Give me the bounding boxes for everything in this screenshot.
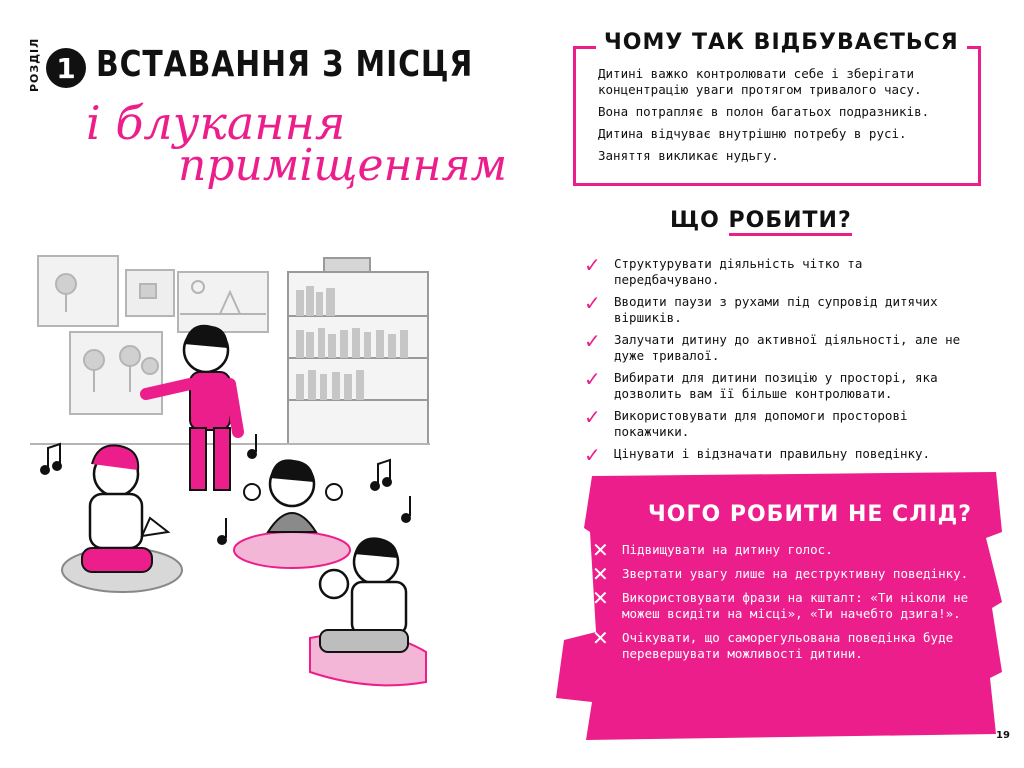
dont-item — [592, 626, 972, 662]
child-with-triangle — [62, 445, 182, 592]
todo-item — [584, 405, 974, 440]
dont-item-text: Підвищувати на дитину голос. — [622, 542, 833, 557]
todo-list — [584, 253, 974, 468]
check-icon: ✓ — [584, 367, 601, 391]
why-item: Дитині важко контролювати себе і зберігати концентрацію уваги протягом тривалого часу. — [598, 66, 922, 97]
page-subtitle-line-1: і блукання — [86, 96, 346, 150]
why-list — [598, 66, 968, 170]
page-number: 19 — [996, 730, 1010, 741]
classroom-illustration — [30, 232, 460, 712]
why-item: Дитина відчуває внутрішню потребу в русі. — [598, 126, 907, 141]
todo-item-text: Цінувати і відзначати правильну поведінку. — [614, 446, 931, 461]
dont-item — [592, 538, 972, 562]
check-icon: ✓ — [584, 405, 601, 429]
dont-item — [592, 586, 972, 622]
cross-icon: ✕ — [592, 586, 609, 610]
todo-title-highlight: РОБИТИ? — [729, 208, 852, 236]
why-item: Вона потрапляє в полон багатьох подразників. — [598, 104, 930, 119]
why-item: Заняття викликає нудьгу. — [598, 148, 779, 163]
check-icon: ✓ — [584, 291, 601, 315]
dont-item — [592, 562, 972, 586]
cross-icon: ✕ — [592, 562, 609, 586]
check-icon: ✓ — [584, 253, 601, 277]
todo-item-text: Вводити паузи з рухами під супровід дитячих віршиків. — [614, 294, 938, 325]
chapter-label: РОЗДІЛ — [28, 37, 41, 92]
todo-item-text: Використовувати для допомоги просторові покажчики. — [614, 408, 908, 439]
bookshelf — [288, 258, 428, 444]
todo-item-text: Залучати дитину до активної діяльності, але не дуже тривалої. — [614, 332, 961, 363]
chapter-number-badge: 1 — [46, 48, 86, 88]
dont-item-text: Очікувати, що саморегульована поведінка буде перевершувати можливості дитини. — [622, 630, 954, 661]
dont-list — [592, 538, 972, 670]
todo-title-prefix: ЩО — [670, 208, 729, 233]
dont-item-text: Використовувати фрази на кшталт: «Ти ніколи не можеш всидіти на місці», «Ти начебто дзига!». — [622, 590, 969, 621]
todo-item — [584, 443, 974, 467]
dont-item-text: Звертати увагу лише на деструктивну поведінку. — [622, 566, 969, 581]
todo-item — [584, 329, 974, 364]
page-title: ВСТАВАННЯ З МІСЦЯ — [96, 44, 474, 85]
cross-icon: ✕ — [592, 626, 609, 650]
todo-item — [584, 253, 974, 288]
todo-item-text: Структурувати діяльність чітко та передбачувано. — [614, 256, 863, 287]
check-icon: ✓ — [584, 443, 601, 467]
girl-with-maracas — [234, 459, 350, 568]
page-subtitle-line-2: приміщенням — [178, 140, 508, 191]
check-icon: ✓ — [584, 329, 601, 353]
todo-item — [584, 291, 974, 326]
cross-icon: ✕ — [592, 538, 609, 562]
todo-item-text: Вибирати для дитини позицію у просторі, яка дозволить вам її більше контролювати. — [614, 370, 938, 401]
dont-section-title: ЧОГО РОБИТИ НЕ СЛІД? — [648, 502, 973, 527]
why-section-title: ЧОМУ ТАК ВІДБУВАЄТЬСЯ — [596, 30, 967, 55]
todo-section-title — [670, 208, 852, 233]
todo-item — [584, 367, 974, 402]
